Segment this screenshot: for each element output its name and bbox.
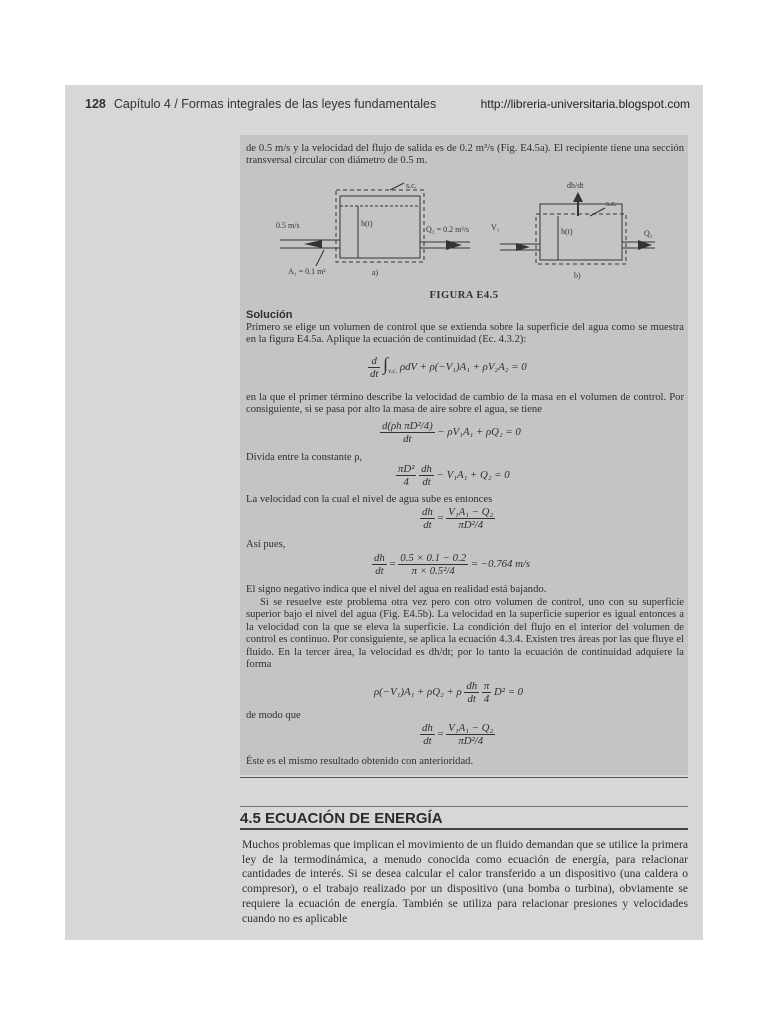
page-number: 128 <box>85 97 106 111</box>
solution-title: Solución <box>246 309 293 321</box>
fig-b-q2: Q₂ <box>644 229 653 238</box>
tank-a <box>340 196 420 258</box>
example-intro: de 0.5 m/s y la velocidad del flujo de salida es de 0.2 m³/s (Fig. E4.5a). El recipiente tiene una sección transversal circular con diámetro de 0.5 m. <box>246 143 684 167</box>
solution-p1: Primero se elige un volumen de control que se extienda sobre la superficie del agua como se muestra en la figura E4.5a. Aplique la ecuación de continuidad (Ec. 4.3.2): <box>246 322 684 346</box>
section-top-rule <box>240 806 688 807</box>
chapter-title: Capítulo 4 / Formas integrales de las leyes fundamentales <box>113 97 437 111</box>
equation-3: $\frac{\text{πD²}}{4}$ $\frac{dh}{dt}$ − V₁A₁ + Q₂ = 0 <box>398 463 510 488</box>
control-surface-b <box>536 214 626 264</box>
section-title-rule <box>240 828 688 830</box>
solution-p7: Si se resuelve este problema otra vez pero con otro volumen de control, uno con su superficie superior bajo el nivel del agua (Fig. E4.5b). La velocidad en la superficie superior es igual entonces a la velocidad con la que se eleva la superficie. La condición del flujo en el interior del volumen de control es continuo. Por consiguiente, se aplica la ecuación 4.3.4. Existen tres áreas por las que fluye el fluido. En la tercer área, la velocidad es dh/dt; por lo tanto la ecuación de continuidad adquiere la forma <box>246 597 684 671</box>
section-body: Muchos problemas que implican el movimiento de un fluido demandan que se utilice la primera ley de la termodinámica, a menudo conocida como ecuación de energía, para relacionar cantidades de interés. Si se desea calcular el calor transferido a un dispositivo (una caldera o compresor), o el trabajo realizado por un dispositivo (una bomba o turbina), obviamente se requiere la ecuación de energía. También se utiliza para relacionar presiones y velocidades cuando no es aplicable <box>242 838 688 925</box>
solution-p8: de modo que <box>246 710 301 721</box>
fig-b-h: h(t) <box>561 227 573 236</box>
section-title: 4.5 ECUACIÓN DE ENERGÍA <box>240 810 443 827</box>
solution-p2: en la que el primer término describe la velocidad de cambio de la masa en el volumen de control. Por consiguiente, si se pasa por alto la masa de aire sobre el agua, se tiene <box>246 392 684 416</box>
equation-2: $\frac{\text{d(ρh πD²/4)}}{dt}$ − ρV₁A₁ + ρQ₂ = 0 <box>382 420 521 445</box>
solution-p4: La velocidad con la cual el nivel de agua sube es entonces <box>246 494 493 505</box>
level-arrow-b <box>573 192 583 202</box>
solution-p3: Divida entre la constante ρ, <box>246 452 363 463</box>
example-bottom-rule <box>240 777 688 778</box>
inflow-arrow-a <box>304 240 322 248</box>
fig-a-vin: 0.5 m/s <box>276 221 300 230</box>
fig-a-sc: s.c. <box>406 181 417 190</box>
fig-a-area: A₁ = 0.1 m² <box>288 267 326 276</box>
equation-6: ρ(−V₁)A₁ + ρQ₂ + ρ $\frac{dh}{dt}$ $\frac{\pi}{4}$ D² = 0 <box>374 680 524 705</box>
solution-p6: El signo negativo indica que el nivel del agua en realidad está bajando. <box>246 584 547 595</box>
fig-b-sc: s.c. <box>606 199 617 208</box>
fig-b-v1: V₁ <box>491 223 500 232</box>
equation-7: $\frac{dh}{dt}$ = $\frac{\text{V₁A₁ − Q₂}}{\text{πD²/4}}$ <box>422 722 494 747</box>
fig-a-qout: Q₂ = 0.2 m³/s <box>426 225 470 234</box>
equation-1: $\frac{d}{dt}$ $\int_{v.c.}$ ρdV + ρ(−V₁)A₁ + ρV₂A₂ = 0 <box>370 354 527 381</box>
figure-caption: FIGURA E4.5 <box>429 290 499 301</box>
fig-a-h: h(t) <box>361 219 373 228</box>
header-url: http://libreria-universitaria.blogspot.com <box>480 97 690 111</box>
solution-p9: Éste es el mismo resultado obtenido con anterioridad. <box>246 756 474 767</box>
fig-b-label: b) <box>574 271 581 280</box>
control-surface-a <box>336 190 424 262</box>
tank-b <box>540 204 622 260</box>
equation-5: $\frac{dh}{dt}$ = $\frac{0.5 \times 0.1 - 0.2}{\text{π × 0.5²/4}}$ = −0.764 m/s <box>374 552 531 577</box>
figure-e4-5 <box>240 178 688 286</box>
equation-4: $\frac{dh}{dt}$ = $\frac{\text{V₁A₁ − Q₂}}{\text{πD²/4}}$ <box>422 506 494 531</box>
fig-a-label: a) <box>372 268 379 277</box>
running-header <box>85 97 690 115</box>
solution-p5: Así pues, <box>246 539 286 550</box>
fig-b-dhdt: dh/dt <box>567 181 584 190</box>
